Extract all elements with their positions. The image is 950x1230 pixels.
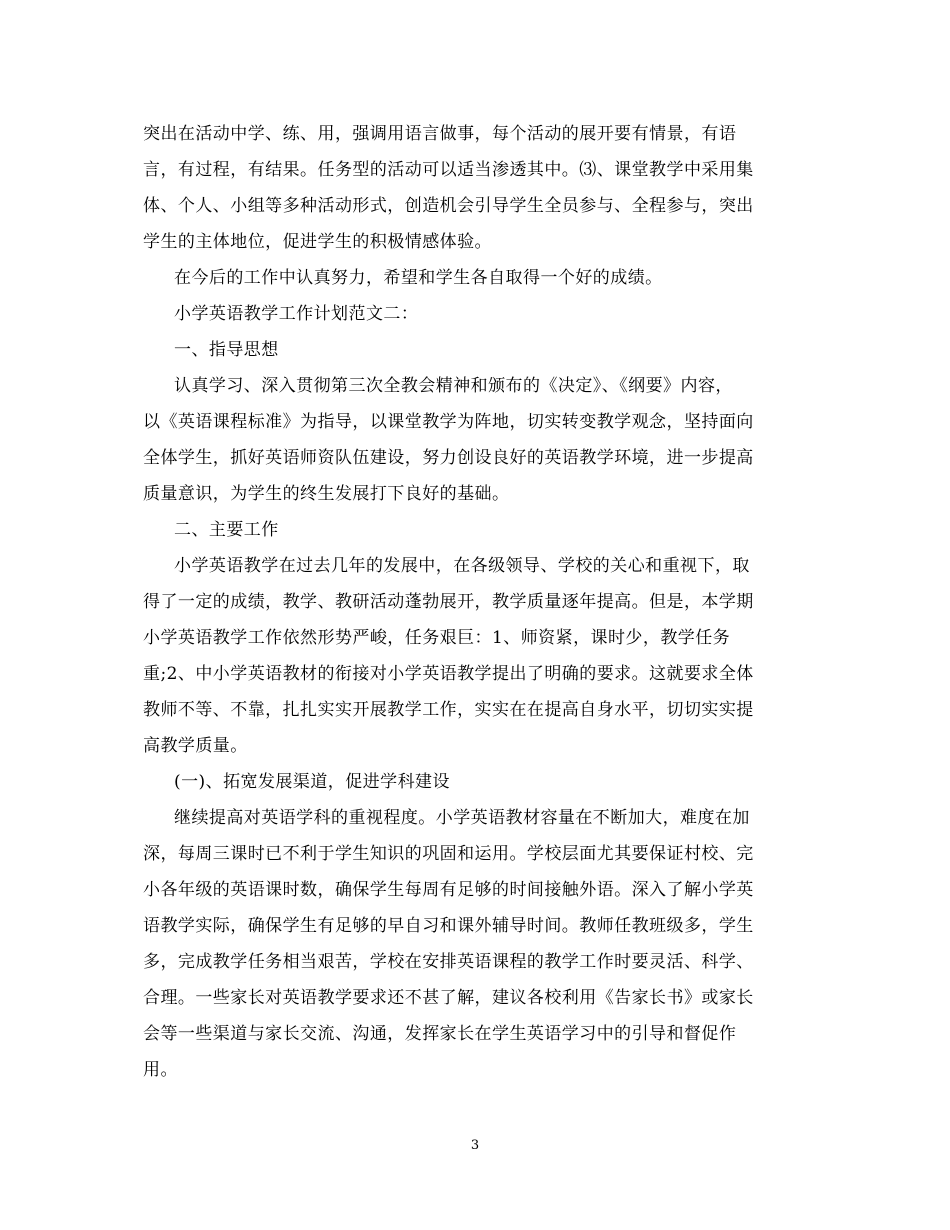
text-line: (一)、拓宽发展渠道，促进学科建设 (174, 772, 450, 792)
page-number: 3 (470, 1138, 480, 1153)
text-line: 用。 (143, 1060, 178, 1080)
text-line: 全体学生，抓好英语师资队伍建设，努力创设良好的英语教学环境，进一步提高 (143, 448, 754, 468)
text-line: 以《英语课程标准》为指导，以课堂教学为阵地，切实转变教学观念，坚持面向 (143, 412, 754, 432)
text-line: 质量意识，为学生的终生发展打下良好的基础。 (143, 484, 510, 504)
text-line: 二、主要工作 (174, 520, 279, 540)
text-line: 认真学习、深入贯彻第三次全教会精神和颁布的《决定》、《纲要》内容， (174, 376, 733, 396)
text-line: 深，每周三课时已不利于学生知识的巩固和运用。学校层面尤其要保证村校、完 (143, 844, 754, 864)
text-line: 高教学质量。 (143, 736, 248, 756)
text-line: 学生的主体地位，促进学生的积极情感体验。 (143, 232, 492, 252)
text-line: 会等一些渠道与家长交流、沟通，发挥家长在学生英语学习中的引导和督促作 (143, 1024, 737, 1044)
text-line: 继续提高对英语学科的重视程度。小学英语教材容量在不断加大，难度在加 (174, 808, 750, 828)
text-line: 多，完成教学任务相当艰苦，学校在安排英语课程的教学工作时要灵活、科学、 (143, 952, 754, 972)
document-body (143, 116, 813, 1088)
text-line: 合理。一些家长对英语教学要求还不甚了解，建议各校利用《告家长书》或家长 (143, 988, 754, 1008)
text-line: 小学英语教学工作计划范文二： (174, 304, 419, 324)
text-line: 突出在活动中学、练、用，强调用语言做事，每个活动的展开要有情景，有语 (143, 124, 737, 144)
text-line: 小学英语教学工作依然形势严峻，任务艰巨：1、师资紧，课时少，教学任务 (143, 628, 731, 648)
text-line: 教师不等、不靠，扎扎实实开展教学工作，实实在在提高自身水平，切切实实提 (143, 700, 754, 720)
text-line: 得了一定的成绩，教学、教研活动蓬勃展开，教学质量逐年提高。但是，本学期 (143, 592, 754, 612)
text-line: 体、个人、小组等多种活动形式，创造机会引导学生全员参与、全程参与，突出 (143, 196, 754, 216)
text-line: 语教学实际，确保学生有足够的早自习和课外辅导时间。教师任教班级多，学生 (143, 916, 754, 936)
text-line: 一、指导思想 (174, 340, 279, 360)
text-line: 重;2、中小学英语教材的衔接对小学英语教学提出了明确的要求。这就要求全体 (143, 664, 754, 684)
text-line: 小各年级的英语课时数，确保学生每周有足够的时间接触外语。深入了解小学英 (143, 880, 754, 900)
text-line: 小学英语教学在过去几年的发展中，在各级领导、学校的关心和重视下，取 (174, 556, 750, 576)
text-line: 言，有过程，有结果。任务型的活动可以适当渗透其中。⑶、课堂教学中采用集 (143, 160, 754, 180)
text-line: 在今后的工作中认真努力，希望和学生各自取得一个好的成绩。 (174, 268, 663, 288)
